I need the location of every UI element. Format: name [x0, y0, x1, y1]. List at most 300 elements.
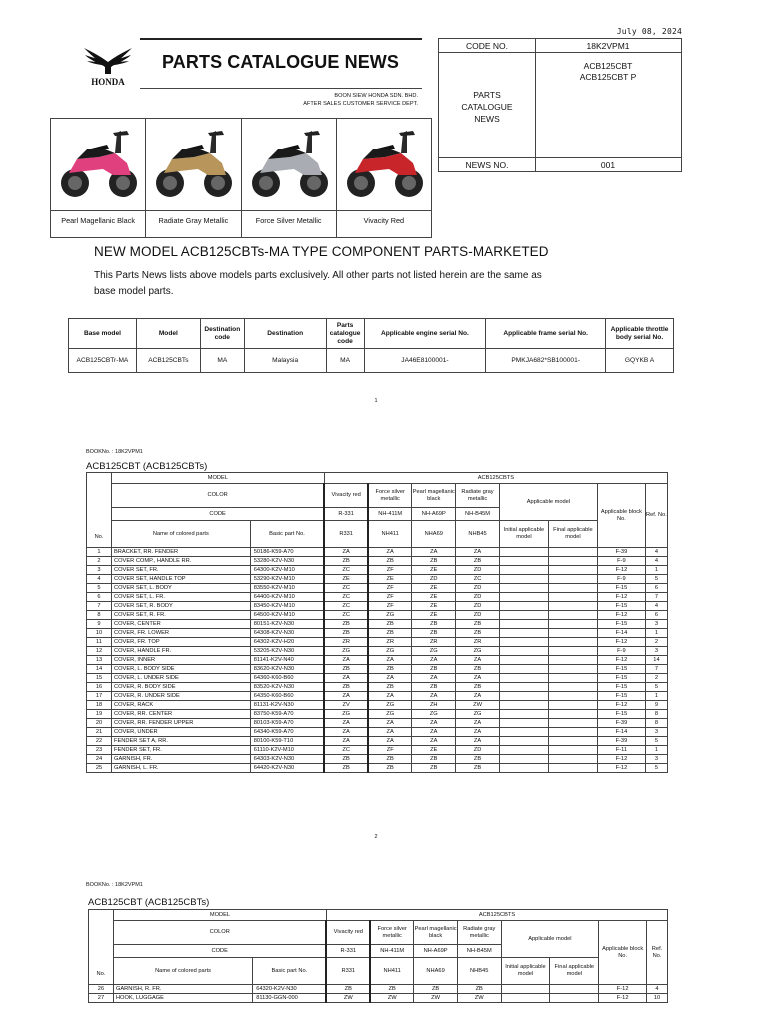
- table-cell: ZA: [324, 548, 368, 557]
- table-cell: ZB: [324, 755, 368, 764]
- table-cell: ZB: [412, 620, 456, 629]
- table-cell: 7: [87, 602, 112, 611]
- table-cell: ZA: [412, 737, 456, 746]
- table-cell: ZB: [457, 985, 501, 994]
- doc-type-line: CATALOGUE: [461, 102, 513, 112]
- table-cell: [499, 629, 548, 638]
- color-short-code-header: R331: [324, 521, 368, 548]
- model-info-table: [68, 318, 674, 373]
- table-cell: ZA: [368, 692, 412, 701]
- table-cell: F-12: [597, 701, 645, 710]
- photo-caption: Pearl Magellanic Black: [51, 210, 145, 237]
- table-cell: ZD: [456, 602, 500, 611]
- table-cell: ZB: [324, 557, 368, 566]
- table-cell: F-14: [597, 629, 645, 638]
- table-cell: ZB: [370, 985, 414, 994]
- final-model-header: Final applicable model: [550, 958, 599, 985]
- table-cell: 5: [645, 764, 667, 773]
- table-cell: [499, 566, 548, 575]
- table-cell: [548, 629, 597, 638]
- table-cell: [548, 656, 597, 665]
- table-row: [87, 746, 668, 755]
- table-cell: ZG: [368, 710, 412, 719]
- table-cell: COVER, UNDER: [112, 728, 251, 737]
- table-cell: F-39: [597, 719, 645, 728]
- code-label: CODE: [112, 508, 325, 521]
- table-cell: ZB: [368, 764, 412, 773]
- page-title: PARTS CATALOGUE NEWS: [162, 52, 399, 72]
- table-cell: ZB: [412, 755, 456, 764]
- table-cell: 83520-K2V-N30: [250, 683, 324, 692]
- table-cell: 83620-K2V-N30: [250, 665, 324, 674]
- table-cell: 24: [87, 755, 112, 764]
- table-cell: ZC: [324, 593, 368, 602]
- table-cell: [550, 985, 599, 994]
- code-label: CODE: [113, 945, 326, 958]
- table-cell: ZD: [412, 575, 456, 584]
- table-cell: ZE: [412, 566, 456, 575]
- table-cell: [499, 620, 548, 629]
- table-cell: 64308-K2V-N30: [250, 629, 324, 638]
- table-cell: ZW: [370, 994, 414, 1003]
- color-label: COLOR: [113, 921, 326, 945]
- table-cell: ZC: [324, 566, 368, 575]
- table-cell: ZB: [368, 620, 412, 629]
- table-cell: 53280-K2V-N30: [250, 557, 324, 566]
- table-cell: 8: [645, 719, 667, 728]
- table-cell: [499, 737, 548, 746]
- table-row: [87, 656, 668, 665]
- table-cell: ZB: [368, 755, 412, 764]
- table-row: [89, 985, 668, 994]
- table-cell: F-12: [597, 611, 645, 620]
- table-cell: F-9: [597, 575, 645, 584]
- table-cell: ZD: [456, 611, 500, 620]
- table-row: [87, 674, 668, 683]
- table-cell: ZE: [412, 746, 456, 755]
- table-cell: COVER, RACK: [112, 701, 251, 710]
- table-cell: [499, 557, 548, 566]
- table-cell: ZA: [412, 674, 456, 683]
- table-cell: [548, 710, 597, 719]
- table-cell: ZA: [368, 674, 412, 683]
- code-box-row-line: [439, 52, 681, 53]
- table-cell: [499, 656, 548, 665]
- table-cell: [499, 593, 548, 602]
- book-number: BOOKNo. : 18K2VPM1: [86, 882, 143, 888]
- color-short-code-header: R331: [326, 958, 370, 985]
- model-table-header: Model: [136, 319, 200, 349]
- code-box: [438, 38, 682, 172]
- table-cell: F-9: [597, 647, 645, 656]
- table-cell: [548, 638, 597, 647]
- table-cell: F-15: [597, 665, 645, 674]
- block-no-header: Applicable block No.: [597, 484, 645, 548]
- table-cell: [499, 710, 548, 719]
- code-no-label: CODE NO.: [465, 41, 509, 51]
- model-label: MODEL: [113, 910, 326, 921]
- model-table-cell: Malaysia: [244, 349, 326, 373]
- table-row: [87, 755, 668, 764]
- title-bottom-rule: [140, 88, 422, 89]
- table-cell: [548, 737, 597, 746]
- color-name-header: Vivacity red: [324, 484, 368, 508]
- table-cell: [499, 584, 548, 593]
- color-code-header: R-331: [324, 508, 368, 521]
- table-cell: ZB: [412, 557, 456, 566]
- news-title: NEW MODEL ACB125CBTs-MA TYPE COMPONENT PARTS-MARKETED: [94, 244, 549, 259]
- applicable-model-header: Applicable model: [499, 484, 597, 521]
- initial-model-header: Initial applicable model: [499, 521, 548, 548]
- table-cell: 83550-K2V-M10: [250, 584, 324, 593]
- table-cell: 64420-K2V-N30: [250, 764, 324, 773]
- table-cell: 83450-K2V-M10: [250, 602, 324, 611]
- table-cell: ZA: [324, 719, 368, 728]
- model-value: ACB125CBTS: [324, 473, 667, 484]
- table-cell: 80100-K59-T10: [250, 737, 324, 746]
- table-cell: F-12: [597, 764, 645, 773]
- table-cell: ZB: [414, 985, 458, 994]
- table-cell: [548, 728, 597, 737]
- table-cell: ZA: [456, 548, 500, 557]
- table-cell: F-9: [597, 557, 645, 566]
- table-cell: [548, 719, 597, 728]
- table-cell: ZW: [414, 994, 458, 1003]
- table-cell: 5: [87, 584, 112, 593]
- table-cell: [499, 665, 548, 674]
- model-table-header: Applicable engine serial No.: [364, 319, 486, 349]
- table-cell: 6: [645, 584, 667, 593]
- table-cell: COVER SET, L. FR.: [112, 593, 251, 602]
- table-cell: 8: [87, 611, 112, 620]
- table-cell: COVER, RR. FENDER UPPER: [112, 719, 251, 728]
- table-cell: [548, 683, 597, 692]
- table-cell: ZC: [456, 575, 500, 584]
- table-cell: GARNISH, FR.: [112, 755, 251, 764]
- initial-model-header: Initial applicable model: [501, 958, 550, 985]
- model-table-cell: ACB125CBTs: [136, 349, 200, 373]
- table-cell: 2: [87, 557, 112, 566]
- table-cell: ZE: [412, 611, 456, 620]
- table-cell: 6: [87, 593, 112, 602]
- model-table-cell: PMKJA682*SB100001-: [486, 349, 606, 373]
- table-cell: ZA: [368, 728, 412, 737]
- table-cell: ZB: [324, 665, 368, 674]
- table-cell: 26: [89, 985, 114, 994]
- table-cell: ZD: [456, 746, 500, 755]
- table-cell: F-12: [597, 566, 645, 575]
- table-cell: 61110-K2V-M10: [250, 746, 324, 755]
- scooter-image: [55, 123, 142, 205]
- table-row: [87, 575, 668, 584]
- basic-part-column-header: Basic part No.: [250, 521, 324, 548]
- table-cell: ZB: [412, 764, 456, 773]
- table-row: [89, 994, 668, 1003]
- table-cell: F-15: [597, 692, 645, 701]
- table-cell: ZR: [412, 638, 456, 647]
- table-cell: 19: [87, 710, 112, 719]
- model-code: ACB125CBT P: [579, 72, 637, 82]
- table-cell: ZG: [368, 611, 412, 620]
- model-table-cell: MA: [200, 349, 244, 373]
- table-cell: 53290-K2V-M10: [250, 575, 324, 584]
- model-value: ACB125CBTS: [326, 910, 667, 921]
- table-cell: COVER, FR. LOWER: [112, 629, 251, 638]
- table-cell: FENDER SET A, RR.: [112, 737, 251, 746]
- table-cell: 25: [87, 764, 112, 773]
- page-number: 2: [374, 834, 378, 840]
- table-cell: ZE: [324, 575, 368, 584]
- color-code-header: NH-B45M: [456, 508, 500, 521]
- table-cell: ZR: [324, 638, 368, 647]
- table-cell: [499, 746, 548, 755]
- table-cell: COVER, RR. CENTER: [112, 710, 251, 719]
- table-cell: 4: [87, 575, 112, 584]
- table-cell: ZA: [412, 656, 456, 665]
- color-code-header: NH-A69P: [412, 508, 456, 521]
- table-cell: F-15: [597, 674, 645, 683]
- block-no-header: Applicable block No.: [599, 921, 647, 985]
- table-cell: COVER, HANDLE FR.: [112, 647, 251, 656]
- table-cell: ZC: [324, 602, 368, 611]
- table-cell: [548, 548, 597, 557]
- table-cell: ZD: [456, 566, 500, 575]
- color-label: COLOR: [112, 484, 325, 508]
- model-table-header: Applicable frame serial No.: [486, 319, 606, 349]
- table-cell: ZF: [368, 566, 412, 575]
- table-row: [87, 602, 668, 611]
- table-cell: ZB: [456, 557, 500, 566]
- table-cell: [499, 728, 548, 737]
- scooter-photo-tile: [146, 119, 241, 237]
- table-cell: ZB: [324, 620, 368, 629]
- table-cell: 11: [87, 638, 112, 647]
- table-cell: ZW: [326, 994, 370, 1003]
- table-cell: ZR: [368, 638, 412, 647]
- table-cell: 27: [89, 994, 114, 1003]
- table-cell: ZA: [324, 656, 368, 665]
- table-cell: 9: [87, 620, 112, 629]
- table-cell: 64320-K2V-N30: [253, 985, 327, 994]
- table-cell: ZW: [456, 701, 500, 710]
- table-cell: [499, 638, 548, 647]
- honda-logo-text: HONDA: [91, 77, 125, 87]
- table-row: [87, 611, 668, 620]
- table-cell: 2: [645, 674, 667, 683]
- table-cell: ZA: [324, 674, 368, 683]
- table-cell: [548, 755, 597, 764]
- table-cell: ZF: [368, 584, 412, 593]
- table-cell: ZB: [324, 764, 368, 773]
- table-cell: [501, 985, 550, 994]
- scooter-image: [341, 123, 428, 205]
- table-cell: ZC: [324, 611, 368, 620]
- no-column-header: No.: [87, 473, 112, 548]
- table-cell: F-15: [597, 683, 645, 692]
- color-name-header: Radiate gray metallic: [456, 484, 500, 508]
- table-cell: [499, 683, 548, 692]
- table-row: [87, 719, 668, 728]
- table-cell: [499, 701, 548, 710]
- table-cell: [548, 746, 597, 755]
- table-cell: 64350-K60-B60: [250, 692, 324, 701]
- table-cell: COVER, L. UNDER SIDE: [112, 674, 251, 683]
- table-cell: 64360-K60-B60: [250, 674, 324, 683]
- table-cell: 16: [87, 683, 112, 692]
- table-cell: 14: [87, 665, 112, 674]
- table-cell: [499, 602, 548, 611]
- table-cell: F-15: [597, 602, 645, 611]
- ref-no-header: Ref. No.: [645, 484, 667, 548]
- table-cell: ZB: [368, 629, 412, 638]
- table-row: [87, 692, 668, 701]
- table-cell: ZB: [368, 683, 412, 692]
- color-short-code-header: NH411: [370, 958, 414, 985]
- table-cell: [499, 719, 548, 728]
- table-cell: ZB: [324, 683, 368, 692]
- table-cell: ZE: [412, 584, 456, 593]
- table-cell: 80103-K59-A70: [250, 719, 324, 728]
- color-code-header: NH-A69P: [414, 945, 458, 958]
- table-cell: COVER SET, R. BODY: [112, 602, 251, 611]
- table-cell: 18: [87, 701, 112, 710]
- table-cell: ZE: [412, 593, 456, 602]
- table-cell: ZA: [412, 728, 456, 737]
- table-row: [87, 566, 668, 575]
- table-cell: ZR: [456, 638, 500, 647]
- models-list: [535, 61, 681, 83]
- table-cell: 10: [647, 994, 668, 1003]
- color-code-header: NH-411M: [368, 508, 412, 521]
- table-cell: ZG: [324, 647, 368, 656]
- table-cell: [548, 764, 597, 773]
- color-short-code-header: NHA69: [414, 958, 458, 985]
- model-table-cell: JA46E8100001-: [364, 349, 486, 373]
- color-code-header: NH-B45M: [457, 945, 501, 958]
- scooter-image: [246, 123, 333, 205]
- table-cell: ZA: [368, 737, 412, 746]
- table-cell: 8: [645, 710, 667, 719]
- news-no-value: 001: [600, 160, 616, 170]
- table-cell: [548, 665, 597, 674]
- scooter-photo-tile: [51, 119, 146, 237]
- table-cell: ZD: [456, 584, 500, 593]
- table-cell: 3: [645, 647, 667, 656]
- table-cell: [550, 994, 599, 1003]
- table-cell: 81141-K2V-N40: [250, 656, 324, 665]
- color-short-code-header: NH411: [368, 521, 412, 548]
- table-cell: ZA: [368, 548, 412, 557]
- photo-caption: Radiate Gray Metallic: [146, 210, 240, 237]
- table-cell: ZA: [456, 728, 500, 737]
- company-name: BOON SIEW HONDA SDN. BHD.: [334, 93, 418, 99]
- model-table-header: Destination: [244, 319, 326, 349]
- table-cell: 17: [87, 692, 112, 701]
- table-row: [87, 647, 668, 656]
- doc-type-line: PARTS: [473, 90, 501, 100]
- table-cell: ZA: [456, 674, 500, 683]
- model-table-header: Base model: [69, 319, 137, 349]
- ref-no-header: Ref. No.: [647, 921, 668, 985]
- table-cell: 81131-K2V-N30: [250, 701, 324, 710]
- table-cell: [499, 611, 548, 620]
- table-cell: 64302-K2V-H20: [250, 638, 324, 647]
- table-cell: 4: [647, 985, 668, 994]
- table-cell: ZA: [412, 719, 456, 728]
- parts-table-title: ACB125CBT (ACB125CBTs): [86, 461, 208, 472]
- table-cell: 21: [87, 728, 112, 737]
- table-cell: F-11: [597, 746, 645, 755]
- table-row: [87, 548, 668, 557]
- table-cell: ZD: [456, 593, 500, 602]
- table-cell: F-12: [597, 593, 645, 602]
- table-row: [87, 620, 668, 629]
- table-cell: 1: [645, 692, 667, 701]
- table-cell: ZF: [368, 602, 412, 611]
- table-cell: ZB: [456, 620, 500, 629]
- table-cell: [548, 692, 597, 701]
- table-cell: ZC: [324, 584, 368, 593]
- table-cell: ZH: [412, 701, 456, 710]
- photo-caption: Force Silver Metallic: [242, 210, 336, 237]
- table-cell: 7: [645, 593, 667, 602]
- table-cell: 6: [645, 611, 667, 620]
- table-cell: [548, 584, 597, 593]
- table-cell: ZB: [412, 665, 456, 674]
- table-cell: COVER SET, HANDLE TOP: [112, 575, 251, 584]
- table-cell: ZG: [324, 710, 368, 719]
- table-cell: [499, 674, 548, 683]
- table-row: [87, 557, 668, 566]
- table-cell: ZE: [412, 602, 456, 611]
- table-cell: [499, 764, 548, 773]
- table-cell: ZA: [456, 692, 500, 701]
- table-cell: F-15: [597, 584, 645, 593]
- table-cell: ZA: [324, 728, 368, 737]
- table-cell: ZA: [368, 719, 412, 728]
- color-name-header: Pearl magellanic black: [414, 921, 458, 945]
- company-dept: AFTER SALES CUSTOMER SERVICE DEPT.: [303, 101, 418, 107]
- table-cell: 13: [87, 656, 112, 665]
- table-cell: COVER, CENTER: [112, 620, 251, 629]
- table-cell: 64400-K2V-M10: [250, 593, 324, 602]
- table-cell: COVER SET, FR.: [112, 566, 251, 575]
- table-cell: COVER, INNER: [112, 656, 251, 665]
- table-cell: [499, 575, 548, 584]
- scooter-photo-tile: [242, 119, 337, 237]
- name-column-header: Name of colored parts: [112, 521, 251, 548]
- table-cell: 3: [87, 566, 112, 575]
- table-cell: [499, 755, 548, 764]
- table-cell: COVER, R. BODY SIDE: [112, 683, 251, 692]
- table-cell: ZB: [456, 683, 500, 692]
- table-cell: ZA: [324, 692, 368, 701]
- table-cell: 3: [645, 620, 667, 629]
- table-cell: ZB: [412, 629, 456, 638]
- table-cell: 3: [645, 728, 667, 737]
- color-name-header: Radiate gray metallic: [457, 921, 501, 945]
- table-cell: ZB: [412, 683, 456, 692]
- table-cell: ZV: [324, 701, 368, 710]
- table-row: [87, 629, 668, 638]
- table-cell: ZA: [456, 737, 500, 746]
- table-cell: F-12: [597, 755, 645, 764]
- title-top-rule: [140, 38, 422, 40]
- table-cell: ZC: [324, 746, 368, 755]
- table-row: [87, 638, 668, 647]
- color-short-code-header: NHB45: [457, 958, 501, 985]
- table-cell: GARNISH, L. FR.: [112, 764, 251, 773]
